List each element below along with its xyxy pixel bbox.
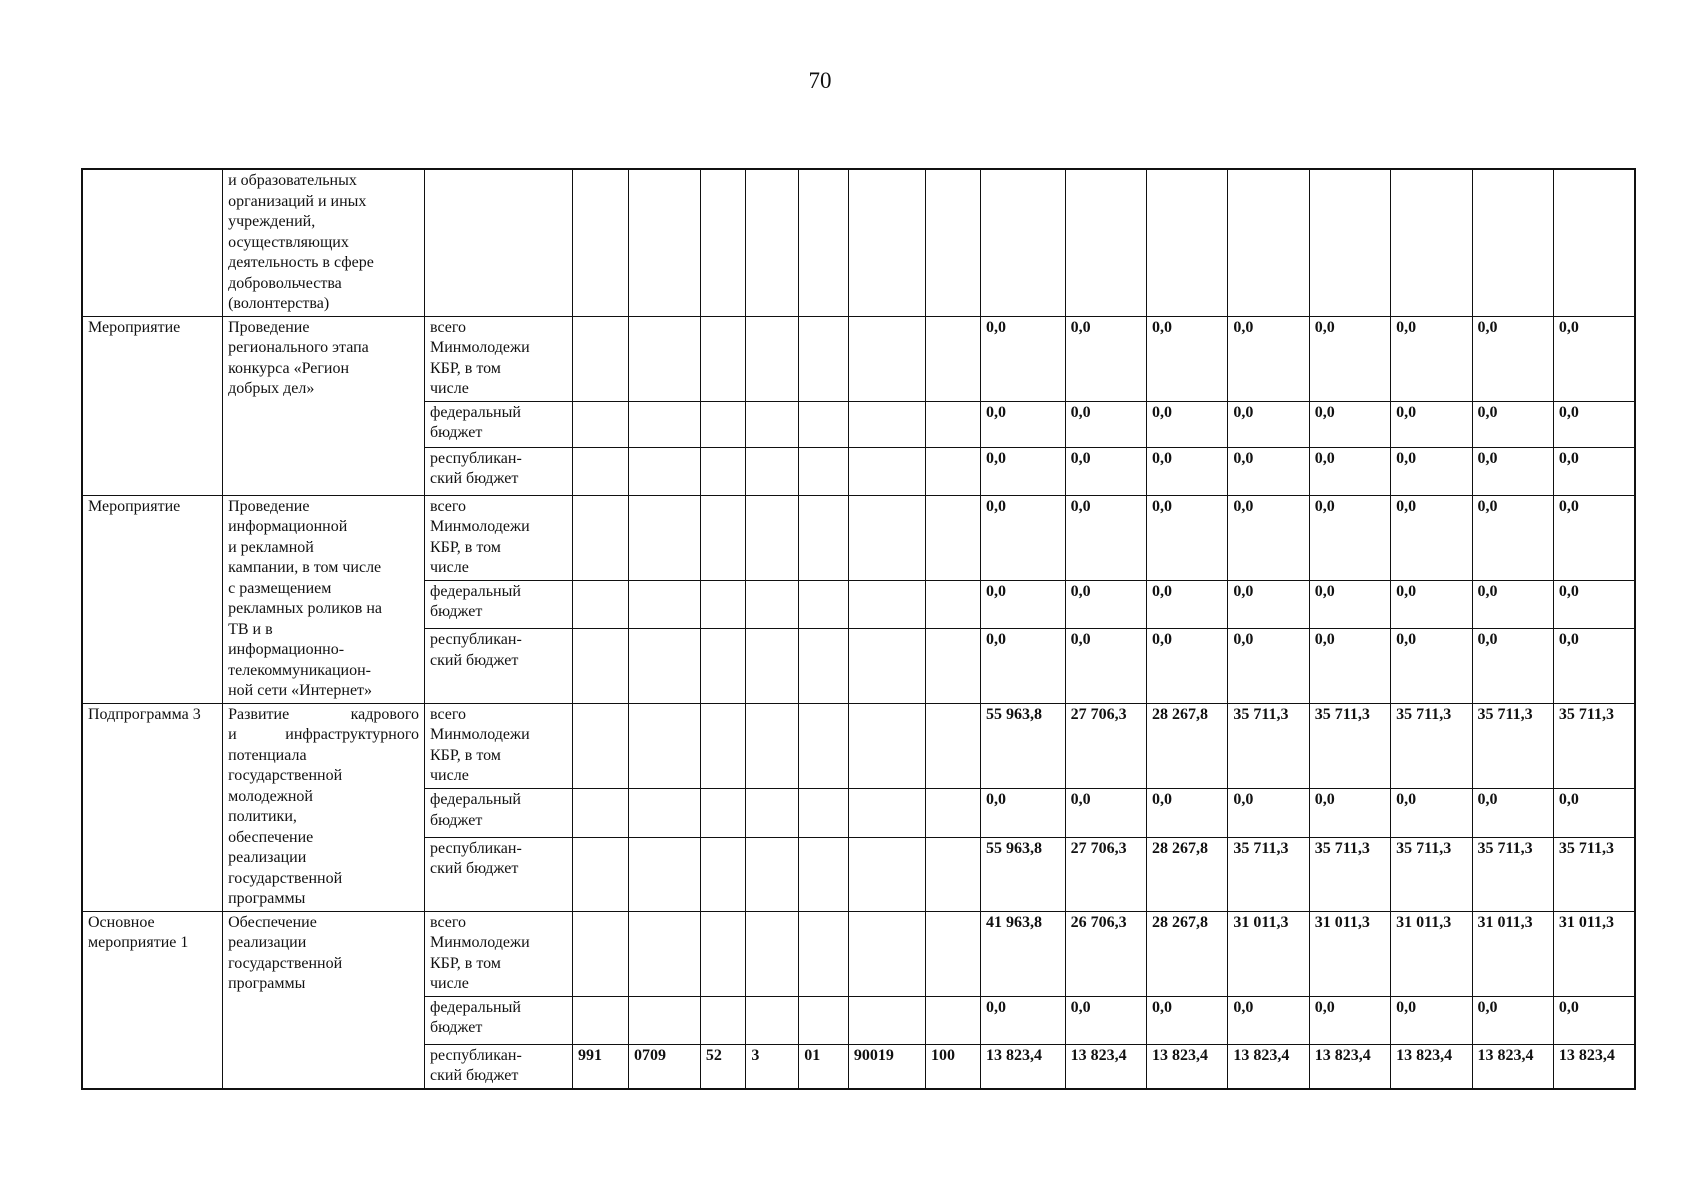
empty-cell: [926, 169, 981, 316]
row-name-cell: [223, 911, 425, 1089]
budget-code-cell: [700, 703, 745, 789]
amount-cell: 0,0: [1309, 996, 1390, 1044]
funding-source-cell: [425, 401, 573, 447]
budget-code-cell: [848, 911, 925, 996]
budget-code-cell: [700, 495, 745, 580]
funding-source-cell: [425, 580, 573, 628]
text-line: и инфраструктурного: [228, 726, 419, 743]
row-type-cell: [82, 169, 223, 316]
amount-cell: 13 823,4: [1228, 1044, 1309, 1089]
text-line: государственной: [228, 869, 343, 887]
budget-code-cell: [700, 447, 745, 495]
amount-cell: 0,0: [1553, 629, 1635, 703]
funding-source-cell: [425, 837, 573, 911]
amount-cell: 0,0: [1065, 629, 1146, 703]
amount-cell: 0,0: [1553, 495, 1635, 580]
amount-cell: 0,0: [1146, 580, 1227, 628]
text-line: реализации: [228, 934, 307, 951]
empty-cell: [799, 169, 849, 316]
budget-code-cell: [746, 447, 799, 495]
budget-code-cell: [573, 401, 629, 447]
budget-code-cell: [700, 580, 745, 628]
budget-code-cell: [573, 789, 629, 837]
budget-code-cell: [926, 580, 981, 628]
text-line: организаций и иных: [228, 192, 367, 210]
text-line: числе: [430, 767, 469, 784]
budget-code-cell: [926, 789, 981, 837]
funding-source-cell: [425, 447, 573, 495]
text-line: обеспечение: [228, 828, 314, 846]
text-line: информационно-: [228, 641, 345, 658]
amount-cell: 13 823,4: [1146, 1044, 1227, 1089]
amount-cell: 35 711,3: [1391, 703, 1472, 789]
amount-cell: 55 963,8: [981, 703, 1066, 789]
amount-cell: 0,0: [1472, 629, 1553, 703]
amount-cell: 0,0: [1309, 789, 1390, 837]
text-line: бюджет: [430, 1019, 483, 1036]
amount-cell: 0,0: [1065, 996, 1146, 1044]
budget-code-cell: [799, 629, 849, 703]
amount-cell: 0,0: [1472, 580, 1553, 628]
text-line: регионального этапа: [228, 339, 369, 356]
text-line: бюджет: [430, 424, 483, 441]
empty-cell: [1146, 169, 1227, 316]
table-row: [82, 169, 1635, 316]
amount-cell: 35 711,3: [1553, 837, 1635, 911]
text-line: программы: [228, 975, 306, 992]
budget-code-cell: [799, 996, 849, 1044]
budget-code-cell: [926, 911, 981, 996]
row-name-cell: [223, 316, 425, 495]
text-line: Проведение: [228, 497, 310, 515]
text-line: ной сети «Интернет»: [228, 682, 373, 699]
text-line: Обеспечение: [228, 913, 317, 931]
budget-code-cell: [848, 316, 925, 401]
budget-code-cell: [926, 401, 981, 447]
text-line: ский бюджет: [430, 651, 519, 669]
budget-code-cell: [926, 316, 981, 401]
text-line: молодежной: [228, 787, 313, 805]
budget-code-cell: [926, 837, 981, 911]
amount-cell: 0,0: [1553, 789, 1635, 837]
amount-cell: 13 823,4: [1553, 1044, 1635, 1089]
amount-cell: 35 711,3: [1472, 837, 1553, 911]
text-line: всего: [430, 913, 467, 931]
text-line: Минмолодежи: [430, 726, 530, 743]
table-row: [82, 703, 1635, 789]
amount-cell: 55 963,8: [981, 837, 1066, 911]
amount-cell: 35 711,3: [1309, 837, 1390, 911]
budget-code-cell: [573, 495, 629, 580]
amount-cell: 0,0: [1146, 789, 1227, 837]
budget-code-cell: [746, 316, 799, 401]
text-line: федеральный: [430, 582, 521, 600]
amount-cell: 0,0: [1553, 447, 1635, 495]
text-line: КБР, в том: [430, 954, 501, 972]
amount-cell: 31 011,3: [1391, 911, 1472, 996]
budget-code-cell: [746, 580, 799, 628]
text-line: (волонтерства): [228, 295, 330, 312]
text-line: ТВ и в: [228, 620, 273, 638]
budget-code-cell: [573, 629, 629, 703]
funding-source-cell: [425, 703, 573, 789]
budget-code-cell: [746, 837, 799, 911]
text-line: Минмолодежи: [430, 339, 530, 356]
budget-code-cell: [926, 495, 981, 580]
budget-code-cell: [926, 447, 981, 495]
budget-code-cell: 90019: [848, 1044, 925, 1089]
amount-cell: 27 706,3: [1065, 837, 1146, 911]
row-type-cell: Мероприятие: [82, 495, 223, 703]
budget-code-cell: [700, 316, 745, 401]
budget-code-cell: [926, 703, 981, 789]
amount-cell: 0,0: [1228, 316, 1309, 401]
amount-cell: 0,0: [1553, 996, 1635, 1044]
amount-cell: 13 823,4: [1472, 1044, 1553, 1089]
text-line: кампании, в том числе: [228, 559, 382, 576]
row-name-cell: [223, 169, 425, 316]
amount-cell: 0,0: [1553, 401, 1635, 447]
empty-cell: [981, 169, 1066, 316]
amount-cell: 0,0: [981, 996, 1066, 1044]
text-line: республикан-: [430, 839, 522, 857]
budget-code-cell: [573, 580, 629, 628]
amount-cell: 35 711,3: [1391, 837, 1472, 911]
empty-cell: [1553, 169, 1635, 316]
table-row: [82, 911, 1635, 996]
empty-cell: [1391, 169, 1472, 316]
amount-cell: 0,0: [1146, 447, 1227, 495]
amount-cell: 0,0: [1472, 447, 1553, 495]
amount-cell: 0,0: [1146, 316, 1227, 401]
amount-cell: 0,0: [1391, 629, 1472, 703]
text-line: рекламных роликов на: [228, 600, 383, 617]
budget-code-cell: [700, 837, 745, 911]
empty-cell: [573, 169, 629, 316]
amount-cell: 31 011,3: [1553, 911, 1635, 996]
text-line: добровольчества: [228, 274, 342, 292]
budget-table: [81, 168, 1636, 1090]
text-line: ский бюджет: [430, 860, 519, 878]
text-line: ский бюджет: [430, 1067, 519, 1084]
amount-cell: 13 823,4: [1065, 1044, 1146, 1089]
amount-cell: 35 711,3: [1472, 703, 1553, 789]
amount-cell: 0,0: [1391, 401, 1472, 447]
budget-code-cell: [799, 911, 849, 996]
budget-code-cell: 100: [926, 1044, 981, 1089]
text-line: бюджет: [430, 811, 483, 829]
row-type-cell: Подпрограмма 3: [82, 703, 223, 911]
budget-code-cell: [629, 837, 701, 911]
empty-cell: [629, 169, 701, 316]
text-line: всего: [430, 318, 467, 336]
amount-cell: 0,0: [1553, 580, 1635, 628]
budget-code-cell: [848, 837, 925, 911]
amount-cell: 0,0: [1309, 580, 1390, 628]
text-line: телекоммуникацион-: [228, 661, 371, 679]
funding-source-cell: [425, 1044, 573, 1089]
amount-cell: 0,0: [1228, 996, 1309, 1044]
text-line: программы: [228, 890, 306, 907]
budget-code-cell: [573, 316, 629, 401]
text-line: Развитие кадрового: [228, 705, 419, 723]
amount-cell: 0,0: [1146, 401, 1227, 447]
table-body: [82, 169, 1635, 1089]
text-line: деятельность в сфере: [228, 254, 374, 271]
amount-cell: 0,0: [1228, 495, 1309, 580]
budget-code-cell: [848, 447, 925, 495]
budget-code-cell: [926, 629, 981, 703]
amount-cell: 0,0: [1553, 316, 1635, 401]
amount-cell: 0,0: [981, 495, 1066, 580]
row-type-cell: Основное мероприятие 1: [82, 911, 223, 1089]
amount-cell: 13 823,4: [981, 1044, 1066, 1089]
text-line: реализации: [228, 849, 307, 866]
amount-cell: 0,0: [1228, 401, 1309, 447]
row-name-cell: [223, 495, 425, 703]
text-line: политики,: [228, 808, 297, 825]
text-line: числе: [430, 559, 469, 576]
empty-cell: [1309, 169, 1390, 316]
amount-cell: 35 711,3: [1553, 703, 1635, 789]
budget-code-cell: [799, 495, 849, 580]
amount-cell: 0,0: [981, 401, 1066, 447]
budget-code-cell: [629, 996, 701, 1044]
text-line: федеральный: [430, 791, 521, 809]
budget-code-cell: 52: [700, 1044, 745, 1089]
budget-code-cell: [848, 996, 925, 1044]
amount-cell: 0,0: [1228, 629, 1309, 703]
amount-cell: 41 963,8: [981, 911, 1066, 996]
funding-source-cell: [425, 789, 573, 837]
text-line: республикан-: [430, 1046, 522, 1064]
budget-code-cell: [573, 447, 629, 495]
amount-cell: 0,0: [1472, 996, 1553, 1044]
budget-code-cell: [700, 996, 745, 1044]
amount-cell: 0,0: [981, 447, 1066, 495]
budget-code-cell: [629, 401, 701, 447]
budget-code-cell: [848, 629, 925, 703]
amount-cell: 0,0: [1065, 316, 1146, 401]
amount-cell: 0,0: [1228, 580, 1309, 628]
text-line: Минмолодежи: [430, 518, 530, 535]
amount-cell: 0,0: [1309, 401, 1390, 447]
amount-cell: 0,0: [981, 580, 1066, 628]
text-line: КБР, в том: [430, 538, 501, 556]
budget-code-cell: [700, 629, 745, 703]
funding-source-cell: [425, 996, 573, 1044]
empty-cell: [1065, 169, 1146, 316]
amount-cell: 0,0: [1065, 401, 1146, 447]
amount-cell: 0,0: [1391, 495, 1472, 580]
text-line: республикан-: [430, 631, 522, 649]
budget-code-cell: [746, 495, 799, 580]
text-line: бюджет: [430, 603, 483, 621]
budget-code-cell: 3: [746, 1044, 799, 1089]
text-line: информационной: [228, 518, 348, 535]
budget-code-cell: [629, 580, 701, 628]
budget-code-cell: [926, 996, 981, 1044]
text-line: конкурса «Регион: [228, 359, 350, 377]
amount-cell: 0,0: [981, 629, 1066, 703]
funding-source-cell: [425, 495, 573, 580]
amount-cell: 0,0: [1309, 629, 1390, 703]
amount-cell: 0,0: [1146, 996, 1227, 1044]
text-line: всего: [430, 497, 467, 515]
text-line: КБР, в том: [430, 746, 501, 764]
text-line: КБР, в том: [430, 359, 501, 377]
empty-cell: [1472, 169, 1553, 316]
budget-code-cell: [573, 911, 629, 996]
amount-cell: 35 711,3: [1228, 837, 1309, 911]
amount-cell: 0,0: [1146, 629, 1227, 703]
text-line: всего: [430, 705, 467, 723]
amount-cell: 0,0: [981, 316, 1066, 401]
text-line: числе: [430, 380, 469, 397]
empty-cell: [700, 169, 745, 316]
empty-cell: [1228, 169, 1309, 316]
amount-cell: 31 011,3: [1309, 911, 1390, 996]
budget-code-cell: [799, 789, 849, 837]
budget-code-cell: [746, 789, 799, 837]
amount-cell: 0,0: [1309, 447, 1390, 495]
amount-cell: 35 711,3: [1309, 703, 1390, 789]
budget-code-cell: 0709: [629, 1044, 701, 1089]
budget-code-cell: [799, 316, 849, 401]
budget-code-cell: [746, 401, 799, 447]
text-line: осуществляющих: [228, 233, 349, 251]
text-line: учреждений,: [228, 213, 316, 230]
text-line: Проведение: [228, 318, 310, 336]
amount-cell: 0,0: [1065, 789, 1146, 837]
amount-cell: 0,0: [1065, 580, 1146, 628]
budget-code-cell: [573, 703, 629, 789]
amount-cell: 0,0: [1391, 789, 1472, 837]
text-line: государственной: [228, 767, 343, 784]
text-line: государственной: [228, 954, 343, 972]
budget-code-cell: [573, 996, 629, 1044]
funding-source-cell: [425, 911, 573, 996]
budget-code-cell: [799, 703, 849, 789]
row-type-cell: Мероприятие: [82, 316, 223, 495]
amount-cell: 0,0: [1391, 580, 1472, 628]
funding-source-cell: [425, 316, 573, 401]
amount-cell: 0,0: [1065, 447, 1146, 495]
funding-source-cell: [425, 629, 573, 703]
table-row: [82, 495, 1635, 580]
budget-code-cell: [700, 401, 745, 447]
budget-code-cell: [799, 447, 849, 495]
amount-cell: 0,0: [1472, 789, 1553, 837]
empty-cell: [425, 169, 573, 316]
empty-cell: [746, 169, 799, 316]
budget-code-cell: [629, 789, 701, 837]
budget-code-cell: [746, 629, 799, 703]
amount-cell: 28 267,8: [1146, 911, 1227, 996]
amount-cell: 0,0: [1472, 495, 1553, 580]
budget-code-cell: [848, 495, 925, 580]
amount-cell: 0,0: [1228, 789, 1309, 837]
budget-code-cell: [629, 911, 701, 996]
amount-cell: 0,0: [1472, 316, 1553, 401]
text-line: ский бюджет: [430, 470, 519, 487]
amount-cell: 0,0: [1228, 447, 1309, 495]
budget-code-cell: [799, 837, 849, 911]
budget-code-cell: [700, 911, 745, 996]
amount-cell: 0,0: [1391, 996, 1472, 1044]
budget-code-cell: [629, 447, 701, 495]
budget-code-cell: [848, 703, 925, 789]
amount-cell: 31 011,3: [1472, 911, 1553, 996]
text-line: и образовательных: [228, 172, 357, 189]
budget-code-cell: [848, 580, 925, 628]
budget-code-cell: [848, 789, 925, 837]
budget-code-cell: [629, 703, 701, 789]
row-name-cell: [223, 703, 425, 911]
text-line: федеральный: [430, 998, 521, 1016]
amount-cell: 13 823,4: [1391, 1044, 1472, 1089]
text-line: добрых дел»: [228, 380, 315, 397]
table-row: [82, 316, 1635, 401]
budget-code-cell: [573, 837, 629, 911]
text-line: числе: [430, 975, 469, 992]
text-line: с размещением: [228, 579, 332, 597]
amount-cell: 28 267,8: [1146, 837, 1227, 911]
amount-cell: 0,0: [1065, 495, 1146, 580]
budget-code-cell: [746, 911, 799, 996]
budget-code-cell: [629, 316, 701, 401]
budget-code-cell: [700, 789, 745, 837]
amount-cell: 0,0: [1146, 495, 1227, 580]
amount-cell: 0,0: [1472, 401, 1553, 447]
amount-cell: 27 706,3: [1065, 703, 1146, 789]
amount-cell: 31 011,3: [1228, 911, 1309, 996]
budget-code-cell: [799, 580, 849, 628]
budget-code-cell: 01: [799, 1044, 849, 1089]
budget-code-cell: [746, 703, 799, 789]
budget-code-cell: [746, 996, 799, 1044]
text-line: потенциала: [228, 746, 307, 764]
text-line: Минмолодежи: [430, 934, 530, 951]
amount-cell: 0,0: [1391, 447, 1472, 495]
empty-cell: [848, 169, 925, 316]
budget-code-cell: [629, 629, 701, 703]
amount-cell: 0,0: [1391, 316, 1472, 401]
text-line: и рекламной: [228, 538, 314, 556]
budget-code-cell: [629, 495, 701, 580]
amount-cell: 26 706,3: [1065, 911, 1146, 996]
budget-code-cell: 991: [573, 1044, 629, 1089]
text-line: республикан-: [430, 449, 522, 467]
amount-cell: 13 823,4: [1309, 1044, 1390, 1089]
amount-cell: 0,0: [981, 789, 1066, 837]
amount-cell: 0,0: [1309, 316, 1390, 401]
amount-cell: 0,0: [1309, 495, 1390, 580]
budget-code-cell: [799, 401, 849, 447]
amount-cell: 28 267,8: [1146, 703, 1227, 789]
page-number: 70: [808, 68, 832, 93]
amount-cell: 35 711,3: [1228, 703, 1309, 789]
text-line: федеральный: [430, 403, 521, 421]
budget-code-cell: [848, 401, 925, 447]
